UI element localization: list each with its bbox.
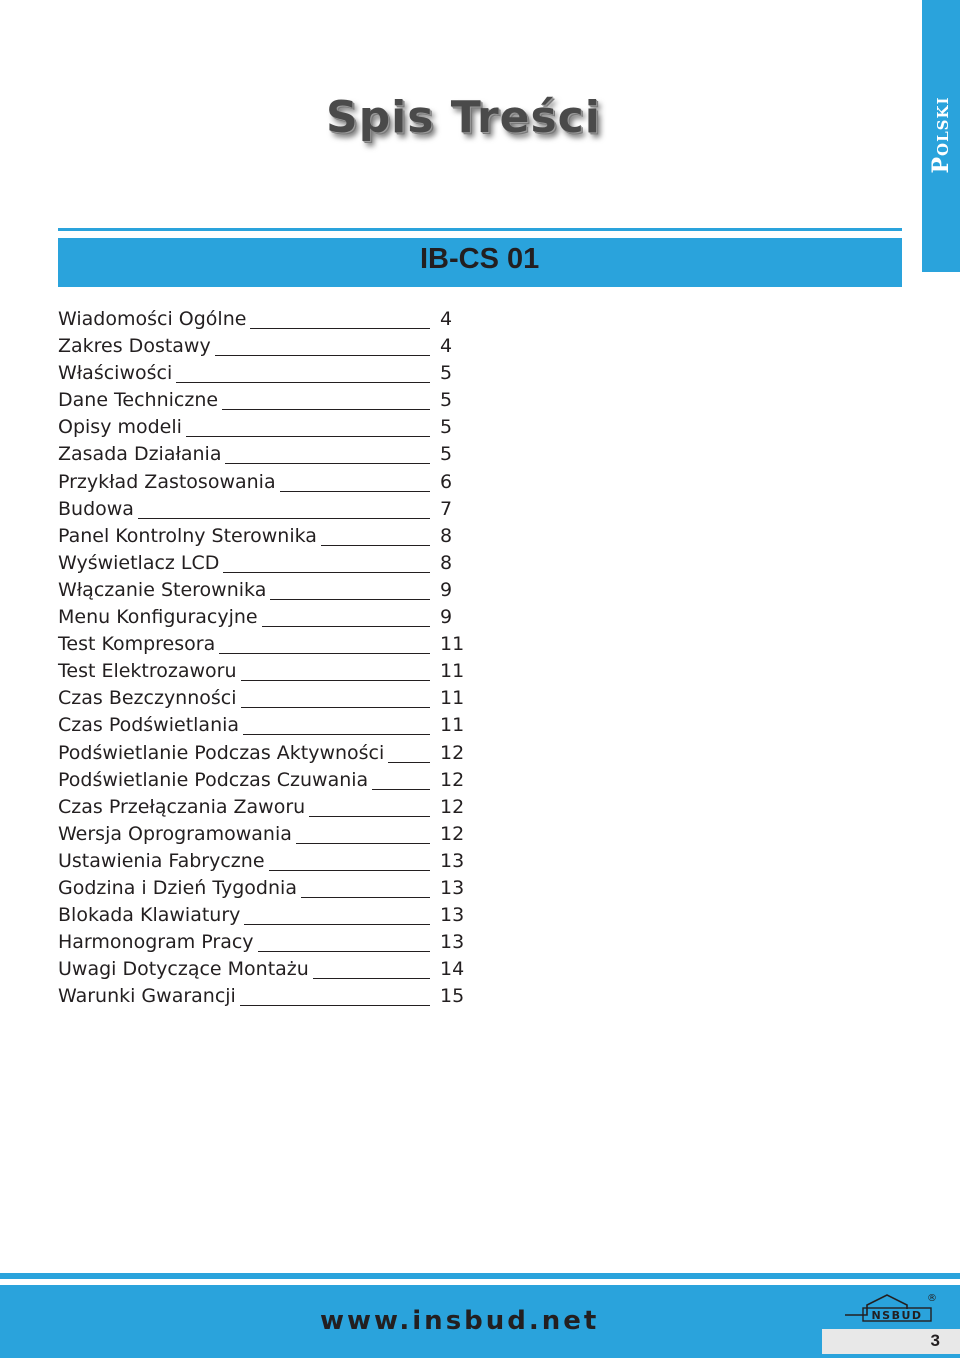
model-name: IB-CS 01 (420, 243, 540, 275)
toc-entry-page: 11 (440, 687, 465, 710)
toc-entry[interactable] (58, 306, 468, 333)
toc-entry[interactable] (58, 794, 468, 821)
logo-wordmark: NSBUD (871, 1309, 923, 1322)
page-number: 3 (930, 1331, 940, 1350)
toc-entry[interactable] (58, 496, 468, 523)
header-divider (58, 228, 902, 231)
toc-entry-title: Budowa (58, 498, 138, 520)
insbud-logo (843, 1289, 938, 1327)
toc-entry-title: Wiadomości Ogólne (58, 308, 250, 330)
toc-entry[interactable] (58, 848, 468, 875)
toc-entry-page: 12 (440, 768, 465, 791)
toc-entry[interactable] (58, 956, 468, 983)
toc-entry-page: 5 (440, 362, 453, 385)
toc-entry-title: Ustawienia Fabryczne (58, 850, 269, 872)
toc-entry[interactable] (58, 929, 468, 956)
website-url[interactable]: www.insbud.net (320, 1306, 600, 1336)
toc-entry-title: Czas Przełączania Zaworu (58, 796, 309, 818)
toc-entry-title: Wersja Oprogramowania (58, 823, 296, 845)
toc-entry-title: Menu Konfiguracyjne (58, 606, 262, 628)
table-of-contents (58, 306, 468, 1010)
toc-entry-title: Czas Podświetlania (58, 714, 243, 736)
toc-entry-title: Test Elektrozaworu (58, 660, 241, 682)
toc-entry-title: Test Kompresora (58, 633, 219, 655)
toc-entry[interactable] (58, 550, 468, 577)
toc-entry-page: 13 (440, 931, 465, 954)
toc-entry-page: 9 (440, 606, 453, 629)
toc-entry-title: Wyświetlacz LCD (58, 552, 223, 574)
toc-entry-page: 11 (440, 633, 465, 656)
toc-entry-title: Warunki Gwarancji (58, 985, 240, 1007)
toc-entry[interactable] (58, 441, 468, 468)
toc-entry-page: 8 (440, 524, 453, 547)
toc-entry-title: Przykład Zastosowania (58, 471, 280, 493)
toc-entry[interactable] (58, 712, 468, 739)
toc-entry-page: 13 (440, 876, 465, 899)
toc-entry-page: 5 (440, 443, 453, 466)
toc-entry-page: 11 (440, 714, 465, 737)
toc-entry-page: 5 (440, 389, 453, 412)
toc-entry-page: 12 (440, 795, 465, 818)
toc-entry-title: Uwagi Dotyczące Montażu (58, 958, 313, 980)
toc-entry[interactable] (58, 469, 468, 496)
toc-entry[interactable] (58, 333, 468, 360)
toc-entry[interactable] (58, 740, 468, 767)
toc-entry[interactable] (58, 902, 468, 929)
toc-entry-title: Panel Kontrolny Sterownika (58, 525, 321, 547)
toc-entry-page: 14 (440, 958, 465, 981)
toc-entry[interactable] (58, 983, 468, 1010)
toc-entry-page: 9 (440, 578, 453, 601)
toc-entry-title: Włączanie Sterownika (58, 579, 270, 601)
toc-entry-page: 4 (440, 335, 453, 358)
toc-entry-title: Blokada Klawiatury (58, 904, 244, 926)
toc-entry-title: Właściwości (58, 362, 176, 384)
toc-entry[interactable] (58, 767, 468, 794)
toc-entry-title: Godzina i Dzień Tygodnia (58, 877, 301, 899)
language-tab (922, 0, 960, 272)
page-number-box (822, 1329, 960, 1354)
toc-entry[interactable] (58, 360, 468, 387)
toc-entry-page: 8 (440, 551, 453, 574)
toc-entry-title: Dane Techniczne (58, 389, 222, 411)
toc-entry[interactable] (58, 875, 468, 902)
toc-entry[interactable] (58, 658, 468, 685)
toc-entry-page: 6 (440, 470, 453, 493)
toc-entry-title: Zasada Działania (58, 443, 225, 465)
toc-entry-page: 12 (440, 822, 465, 845)
toc-entry[interactable] (58, 821, 468, 848)
toc-entry-title: Podświetlanie Podczas Aktywności (58, 742, 388, 764)
toc-entry[interactable] (58, 414, 468, 441)
toc-entry-title: Czas Bezczynności (58, 687, 241, 709)
toc-entry[interactable] (58, 604, 468, 631)
toc-entry-title: Podświetlanie Podczas Czuwania (58, 769, 372, 791)
toc-entry-page: 11 (440, 660, 465, 683)
toc-entry-page: 15 (440, 985, 465, 1008)
logo-registered-mark: ® (927, 1293, 937, 1304)
footer-divider (0, 1273, 960, 1279)
toc-entry[interactable] (58, 387, 468, 414)
toc-entry[interactable] (58, 577, 468, 604)
toc-entry-page: 7 (440, 497, 453, 520)
toc-entry-page: 13 (440, 849, 465, 872)
page-title: Spis Treści (326, 92, 601, 143)
toc-entry-title: Opisy modeli (58, 416, 186, 438)
toc-entry-page: 12 (440, 741, 465, 764)
toc-entry-title: Zakres Dostawy (58, 335, 215, 357)
toc-entry[interactable] (58, 523, 468, 550)
toc-entry-title: Harmonogram Pracy (58, 931, 258, 953)
toc-entry[interactable] (58, 685, 468, 712)
toc-entry-page: 4 (440, 308, 453, 330)
toc-entry-page: 13 (440, 904, 465, 927)
toc-entry-page: 5 (440, 416, 453, 439)
language-tab-label: Polski (928, 96, 954, 174)
toc-entry[interactable] (58, 631, 468, 658)
